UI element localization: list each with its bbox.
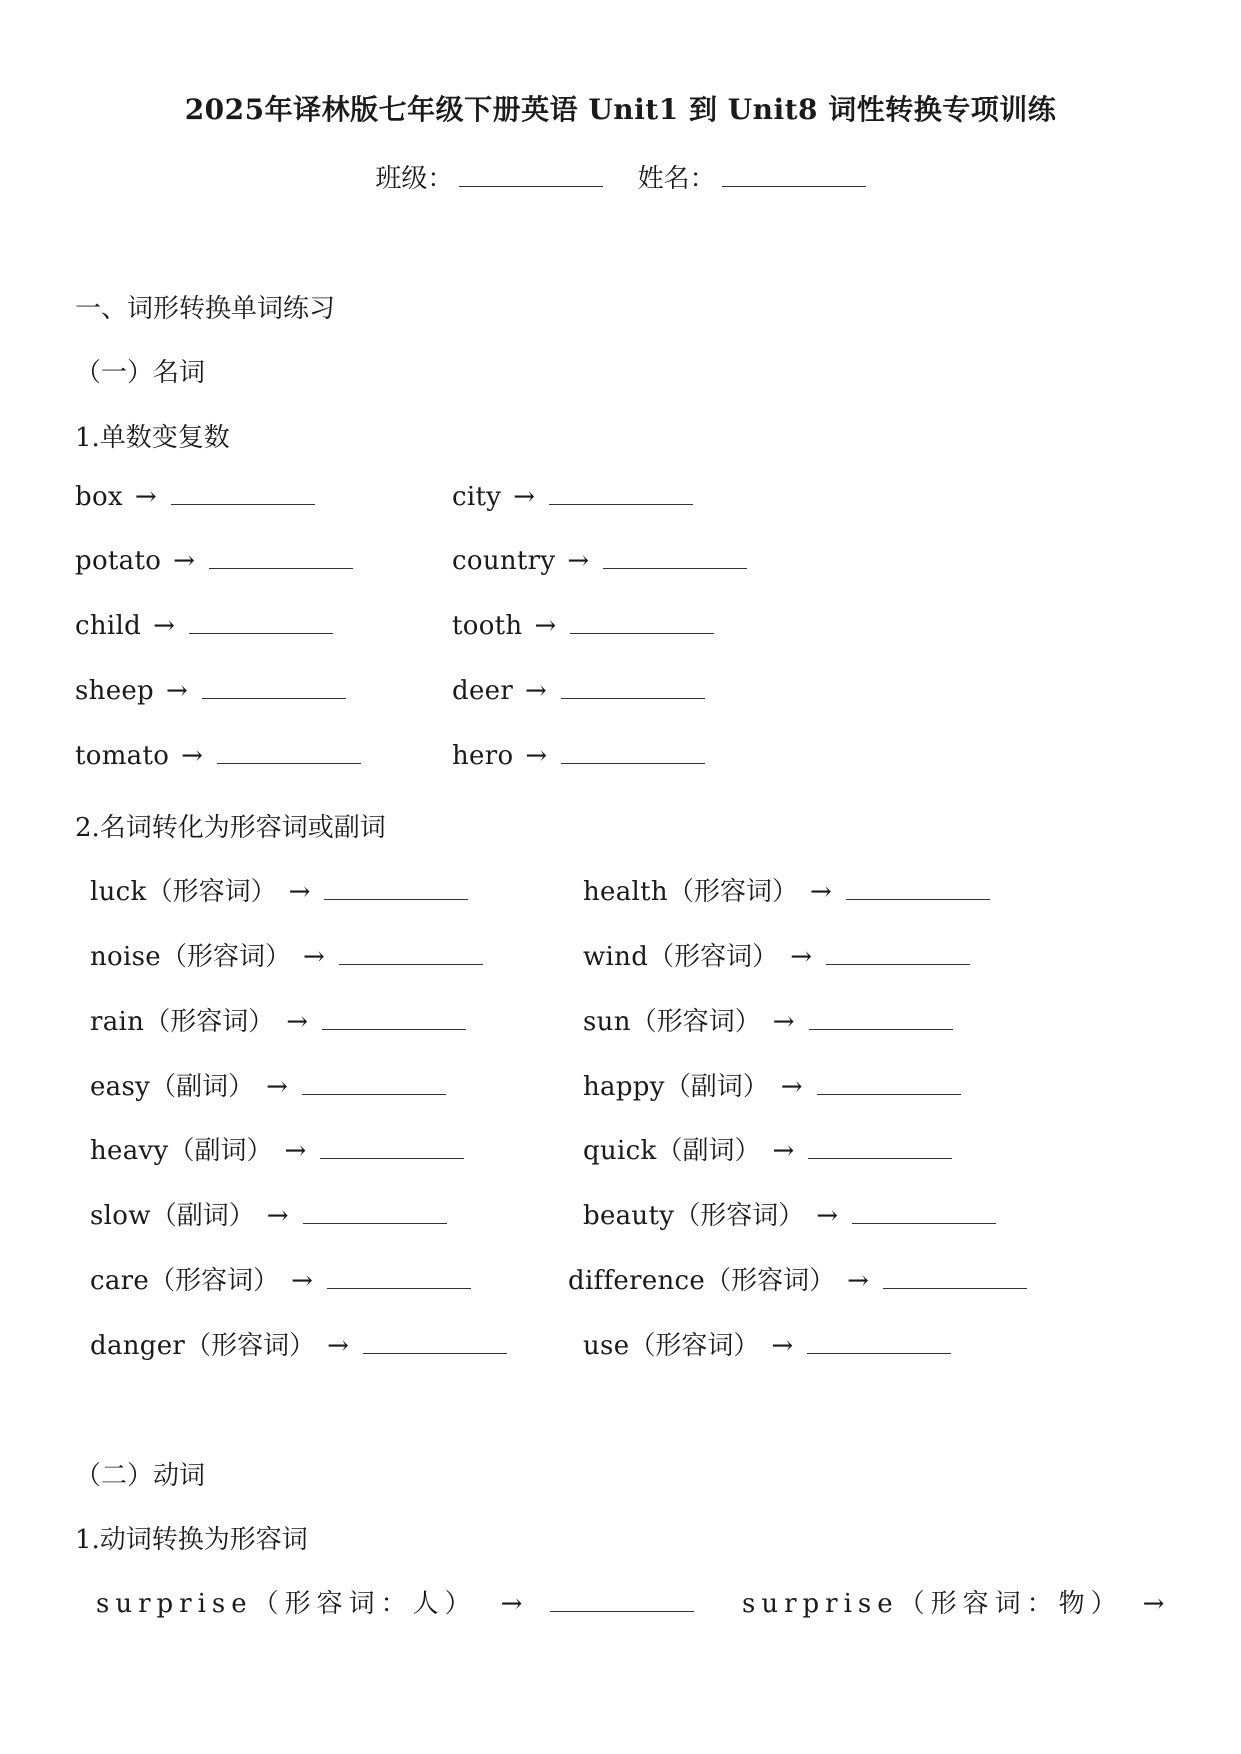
part-plural-heading: 1.单数变复数	[75, 423, 230, 453]
arrow-icon: →	[525, 676, 547, 706]
answer-blank[interactable]	[852, 1201, 996, 1224]
answer-blank[interactable]	[808, 1136, 952, 1159]
answer-blank[interactable]	[883, 1266, 1027, 1289]
exercise-item	[90, 1130, 464, 1167]
exercise-item	[452, 482, 693, 512]
exercise-item	[75, 482, 315, 512]
item-word: hero	[452, 741, 514, 771]
item-pos: （副词）	[150, 1201, 255, 1231]
item-word: danger	[90, 1331, 186, 1361]
item-word: luck	[90, 877, 147, 907]
item-pos: （副词）	[150, 1072, 255, 1102]
exercise-item	[90, 1001, 466, 1038]
answer-blank[interactable]	[570, 611, 714, 634]
item-word: easy	[90, 1072, 151, 1102]
arrow-icon: →	[500, 1589, 523, 1619]
answer-blank[interactable]	[550, 1589, 694, 1612]
exercise-item	[452, 546, 747, 576]
arrow-icon: →	[266, 1201, 289, 1231]
answer-blank[interactable]	[327, 1266, 471, 1289]
exercise-item	[583, 1195, 996, 1232]
answer-blank[interactable]	[603, 546, 747, 569]
item-word: health	[583, 877, 668, 907]
arrow-icon: →	[771, 1331, 794, 1361]
exercise-item	[452, 611, 714, 641]
exercise-item	[75, 611, 333, 641]
arrow-icon: →	[772, 1136, 795, 1166]
exercise-item	[90, 871, 468, 908]
item-pos: （形容词）	[674, 1201, 805, 1231]
item-word: noise	[90, 942, 161, 972]
exercise-item	[583, 936, 970, 973]
arrow-icon: →	[291, 1266, 313, 1296]
exercise-item	[90, 936, 483, 973]
exercise-item	[583, 871, 990, 908]
item-word: heavy	[90, 1136, 169, 1166]
answer-blank[interactable]	[846, 877, 990, 900]
exercise-item	[75, 676, 346, 706]
part-verb-to-adj-heading: 1.动词转换为形容词	[75, 1525, 308, 1555]
arrow-icon: →	[284, 1136, 307, 1166]
answer-blank[interactable]	[217, 741, 361, 764]
arrow-icon: →	[780, 1072, 803, 1102]
item-pos: （形容词：物）	[898, 1589, 1123, 1619]
exercise-item	[96, 1583, 694, 1620]
item-word: use	[583, 1331, 630, 1361]
answer-blank[interactable]	[363, 1331, 507, 1354]
exercise-item	[583, 1001, 953, 1038]
answer-blank[interactable]	[322, 1007, 466, 1030]
exercise-item	[452, 741, 705, 771]
item-pos: （形容词：人）	[252, 1589, 477, 1619]
name-blank[interactable]	[722, 162, 866, 187]
arrow-icon: →	[302, 942, 325, 972]
subsection-nouns: （一）名词	[75, 358, 206, 388]
arrow-icon: →	[134, 482, 157, 512]
item-pos: （形容词）	[629, 1331, 760, 1361]
item-pos: （形容词）	[705, 1266, 836, 1296]
arrow-icon: →	[525, 741, 548, 771]
exercise-item	[90, 1066, 446, 1103]
item-word: child	[75, 611, 142, 641]
item-word: sun	[583, 1007, 631, 1037]
item-pos: （形容词）	[146, 877, 277, 907]
item-pos: （形容词）	[185, 1331, 316, 1361]
item-word: potato	[75, 546, 162, 576]
arrow-icon: →	[266, 1072, 288, 1102]
item-word: quick	[583, 1136, 657, 1166]
part-noun-to-adj-heading: 2.名词转化为形容词或副词	[75, 813, 386, 843]
answer-blank[interactable]	[561, 676, 705, 699]
answer-blank[interactable]	[209, 546, 353, 569]
item-word: deer	[452, 676, 514, 706]
section-heading: 一、词形转换单词练习	[75, 294, 336, 324]
item-word: difference	[568, 1266, 706, 1296]
exercise-item	[452, 676, 705, 706]
item-pos: （形容词）	[667, 877, 798, 907]
exercise-item	[75, 546, 353, 576]
arrow-icon: →	[847, 1266, 869, 1296]
item-pos: （形容词）	[160, 942, 291, 972]
answer-blank[interactable]	[324, 877, 468, 900]
answer-blank[interactable]	[302, 1072, 446, 1095]
subsection-verbs: （二）动词	[75, 1461, 206, 1491]
item-pos: （形容词）	[648, 942, 779, 972]
name-label: 姓名：	[637, 164, 716, 194]
arrow-icon: →	[772, 1007, 795, 1037]
exercise-item	[90, 1260, 471, 1297]
item-pos: （形容词）	[630, 1007, 761, 1037]
arrow-icon: →	[816, 1201, 839, 1231]
page-title: 2025年译林版七年级下册英语 Unit1 到 Unit8 词性转换专项训练	[184, 93, 1057, 126]
class-label: 班级：	[375, 164, 454, 194]
answer-blank[interactable]	[320, 1136, 464, 1159]
item-pos: （副词）	[656, 1136, 761, 1166]
exercise-item	[742, 1583, 1164, 1620]
item-word: tomato	[75, 741, 170, 771]
exercise-item	[583, 1325, 951, 1362]
item-word: country	[452, 546, 556, 576]
item-word: sheep	[75, 676, 155, 706]
item-word: surprise	[96, 1589, 253, 1619]
exercise-item	[583, 1066, 961, 1103]
answer-blank[interactable]	[339, 942, 483, 965]
item-pos: （副词）	[168, 1136, 273, 1166]
exercise-item	[568, 1260, 1027, 1297]
exercise-item	[90, 1195, 447, 1232]
answer-blank[interactable]	[189, 611, 333, 634]
item-word: wind	[583, 942, 649, 972]
answer-blank[interactable]	[303, 1201, 447, 1224]
arrow-icon: →	[181, 741, 203, 771]
item-pos: （副词）	[664, 1072, 769, 1102]
item-word: happy	[583, 1072, 665, 1102]
exercise-item	[75, 741, 361, 771]
item-word: surprise	[742, 1589, 899, 1619]
item-word: box	[75, 482, 123, 512]
answer-blank[interactable]	[826, 942, 970, 965]
answer-blank[interactable]	[549, 482, 693, 505]
arrow-icon: →	[166, 676, 188, 706]
item-word: rain	[90, 1007, 145, 1037]
arrow-icon: →	[809, 877, 832, 907]
student-info	[0, 158, 1241, 195]
answer-blank[interactable]	[807, 1331, 951, 1354]
arrow-icon: →	[567, 546, 590, 576]
item-pos: （形容词）	[149, 1266, 280, 1296]
exercise-item	[583, 1130, 952, 1167]
arrow-icon: →	[513, 482, 536, 512]
arrow-icon: →	[327, 1331, 349, 1361]
class-blank[interactable]	[459, 162, 603, 187]
item-word: beauty	[583, 1201, 675, 1231]
exercise-item	[90, 1325, 507, 1362]
item-word: city	[452, 482, 502, 512]
item-word: slow	[90, 1201, 151, 1231]
item-word: care	[90, 1266, 150, 1296]
arrow-icon: →	[534, 611, 557, 641]
item-pos: （形容词）	[144, 1007, 275, 1037]
arrow-icon: →	[288, 877, 311, 907]
arrow-icon: →	[153, 611, 175, 641]
answer-blank[interactable]	[171, 482, 315, 505]
answer-blank[interactable]	[809, 1007, 953, 1030]
arrow-icon: →	[1142, 1589, 1165, 1619]
arrow-icon: →	[790, 942, 812, 972]
arrow-icon: →	[173, 546, 195, 576]
answer-blank[interactable]	[817, 1072, 961, 1095]
item-word: tooth	[452, 611, 523, 641]
answer-blank[interactable]	[561, 741, 705, 764]
arrow-icon: →	[286, 1007, 309, 1037]
answer-blank[interactable]	[202, 676, 346, 699]
